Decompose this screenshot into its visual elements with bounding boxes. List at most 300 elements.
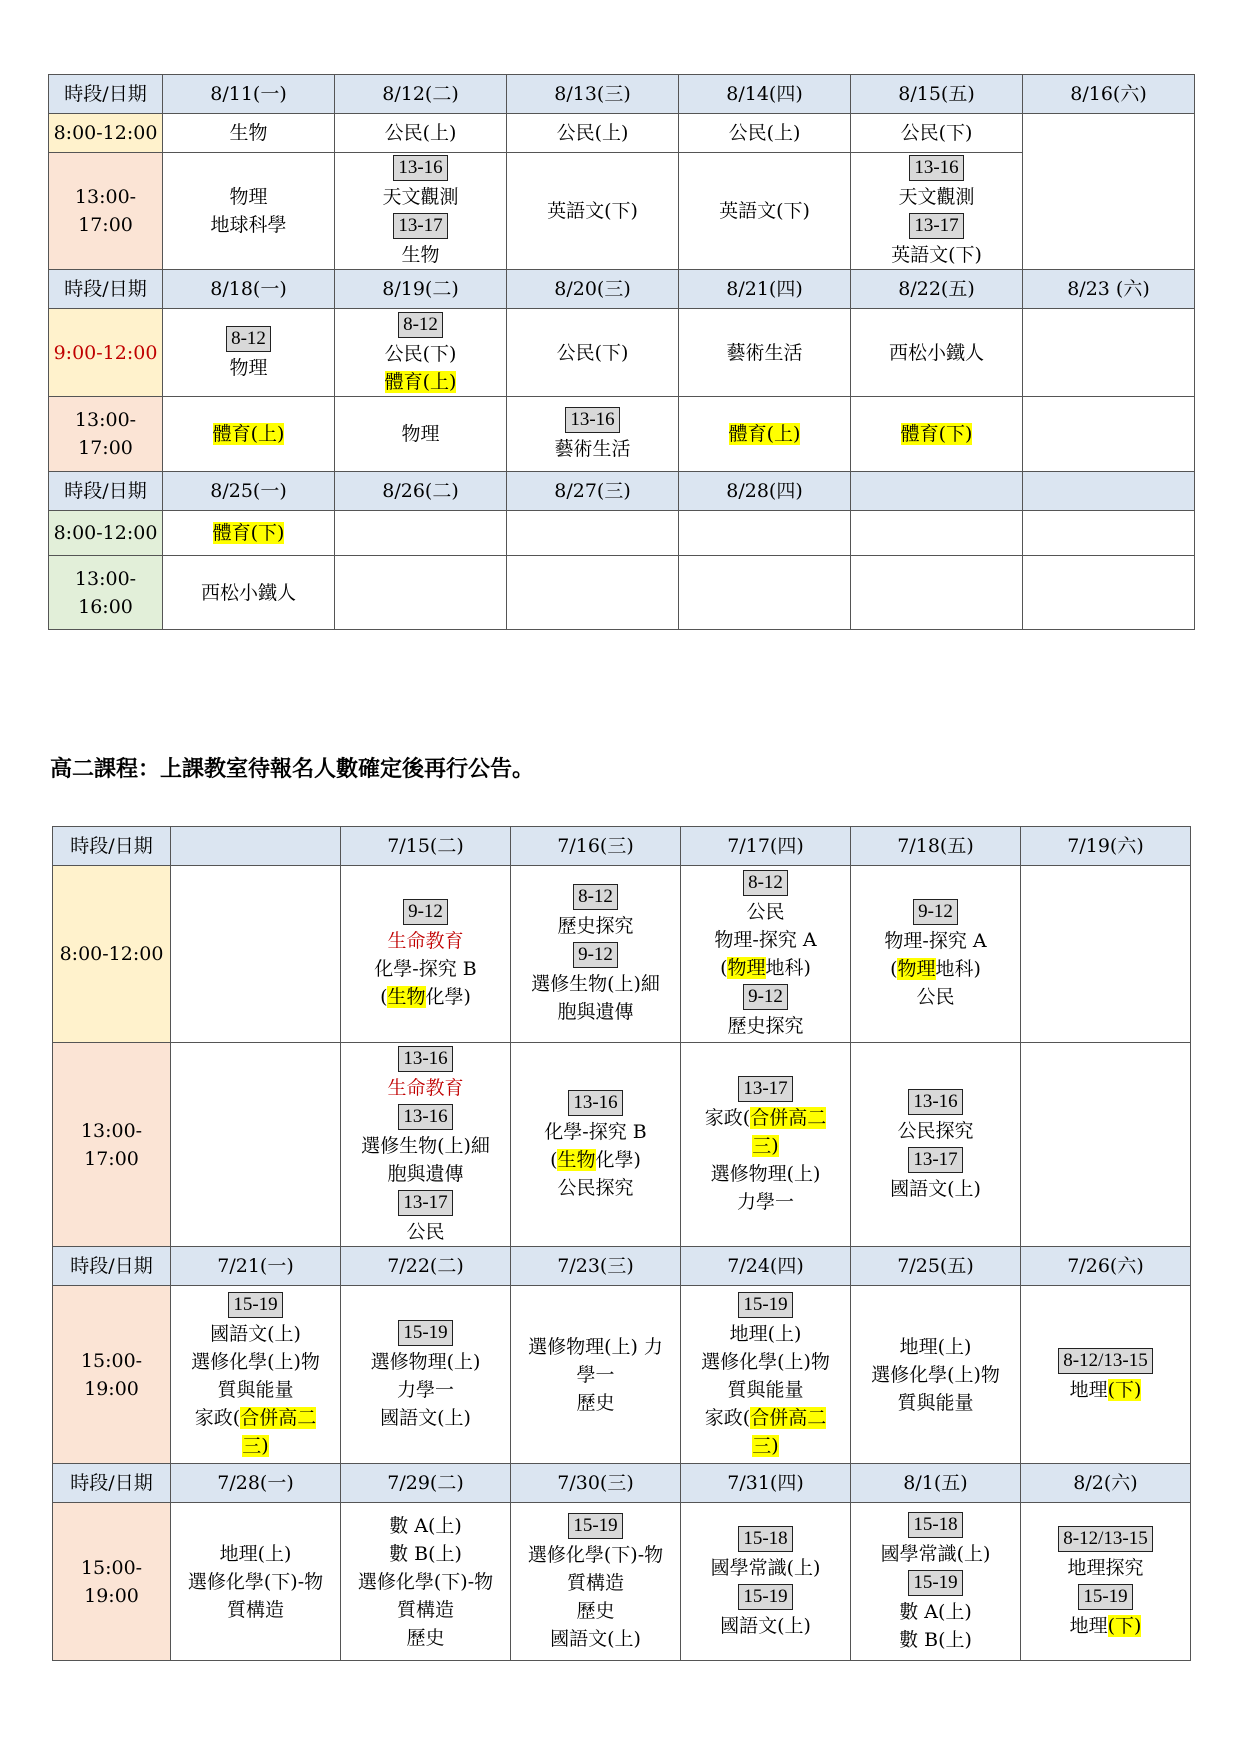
cell-text: 國語文(上): [380, 1406, 471, 1429]
cell-text: 質與能量: [727, 1378, 804, 1401]
cell-line: [513, 882, 678, 912]
date-header: [851, 75, 1023, 114]
cell-line: [683, 1320, 848, 1348]
cell-line: [173, 1376, 338, 1404]
cell-text: 8:00-12:00: [53, 522, 158, 544]
cell-text: 8/14(四): [726, 83, 803, 105]
cell-text: 學一: [576, 1363, 615, 1386]
date-header: [511, 827, 681, 866]
cell-text: 7/16(三): [557, 835, 634, 857]
time-tag: 15-19: [738, 1292, 792, 1318]
date-header: [341, 1247, 511, 1286]
cell-text: 地理探究: [1067, 1556, 1144, 1579]
schedule-cell: [1023, 556, 1195, 630]
cell-line: [683, 982, 848, 1012]
cell-line: [683, 954, 848, 982]
cell-text: 歷史探究: [557, 915, 634, 937]
cell-line: [513, 912, 678, 940]
time-tag: 15-19: [398, 1320, 452, 1346]
cell-text: 家政(: [194, 1406, 241, 1429]
cell-line: [513, 1088, 678, 1118]
cell-text: 8/28(四): [726, 480, 803, 502]
cell-line: [513, 940, 678, 970]
cell-line: [683, 1469, 848, 1497]
cell-line: [683, 1524, 848, 1554]
date-header: [511, 1464, 681, 1503]
date-header: [341, 1464, 511, 1503]
cell-text: 胞與遺傳: [557, 1001, 634, 1023]
schedule-cell: [335, 153, 507, 270]
cell-text: 化學): [425, 986, 471, 1008]
time-tag: 13-17: [909, 213, 963, 239]
cell-line: [337, 340, 504, 368]
schedule-cell: [1021, 866, 1191, 1043]
cell-line: [337, 477, 504, 505]
cell-line: [337, 368, 504, 396]
schedule-cell: [679, 556, 851, 630]
cell-line: [51, 211, 160, 239]
highlighted-text: 生物: [387, 986, 426, 1008]
cell-line: [683, 1554, 848, 1582]
cell-text: 公民(下): [556, 341, 629, 364]
cell-line: [343, 832, 508, 860]
schedule-cell: [335, 397, 507, 472]
cell-text: 7/29(二): [387, 1472, 464, 1494]
schedule-cell: [335, 556, 507, 630]
time-slot-row: [53, 866, 1191, 1043]
date-header: [335, 270, 507, 309]
cell-line: [853, 420, 1020, 448]
header-row: [53, 827, 1191, 866]
cell-text: 物理-探究 A: [884, 930, 987, 952]
cell-line: [343, 1318, 508, 1348]
cell-text: 7/19(六): [1067, 835, 1144, 857]
cell-line: [683, 1404, 848, 1432]
cell-text: 國語文(上): [210, 1322, 301, 1345]
date-header: [163, 270, 335, 309]
cell-line: [853, 1626, 1018, 1654]
cell-line: [509, 275, 676, 303]
cell-line: [173, 1348, 338, 1376]
time-slot-label: [49, 270, 163, 309]
cell-line: [683, 1582, 848, 1612]
cell-line: [51, 119, 160, 147]
cell-line: [343, 1568, 508, 1596]
schedule-cell: [171, 1286, 341, 1464]
cell-line: [853, 1252, 1018, 1280]
cell-text: 選修物理(上): [370, 1350, 481, 1373]
schedule-cell: [851, 309, 1023, 397]
time-slot-label: [49, 75, 163, 114]
cell-text: 選修化學(下)-物: [527, 1543, 664, 1566]
cell-line: [683, 1348, 848, 1376]
cell-line: [853, 1333, 1018, 1361]
cell-text: 國學常識(上): [710, 1556, 821, 1579]
cell-line: [55, 1117, 168, 1173]
cell-line: [513, 1389, 678, 1417]
cell-line: [853, 1361, 1018, 1389]
cell-line: [343, 927, 508, 955]
date-header: [507, 270, 679, 309]
cell-line: [343, 897, 508, 927]
cell-line: [343, 1218, 508, 1246]
cell-line: [513, 1625, 678, 1653]
cell-line: [51, 275, 160, 303]
cell-line: [173, 1432, 338, 1460]
cell-text: 7/23(三): [557, 1255, 634, 1277]
highlighted-text: (下): [1107, 1378, 1142, 1401]
highlighted-text: 三): [752, 1134, 779, 1157]
cell-text: 地科): [765, 957, 811, 979]
cell-line: [51, 339, 160, 367]
cell-line: [513, 1252, 678, 1280]
time-tag: 13-16: [398, 1046, 452, 1072]
cell-line: [513, 1469, 678, 1497]
cell-line: [513, 1597, 678, 1625]
cell-line: [513, 1118, 678, 1146]
time-slot-row: [53, 1503, 1191, 1661]
cell-text: 8/2(六): [1073, 1472, 1138, 1494]
cell-line: [681, 477, 848, 505]
cell-line: [683, 1188, 848, 1216]
cell-text: 國語文(上): [890, 1177, 981, 1200]
time-slot-label: [49, 397, 163, 472]
cell-text: 公民(上): [556, 122, 629, 144]
schedule-cell: [507, 153, 679, 270]
cell-text: 數 A(上): [899, 1600, 972, 1623]
cell-line: [853, 1510, 1018, 1540]
time-tag: 8-12/13-15: [1058, 1526, 1152, 1552]
cell-line: [165, 275, 332, 303]
cell-text: 公民(下): [900, 122, 973, 144]
cell-line: [513, 998, 678, 1026]
cell-line: [853, 1568, 1018, 1598]
cell-line: [343, 983, 508, 1011]
cell-line: [165, 211, 332, 239]
cell-line: [853, 241, 1020, 269]
cell-line: [343, 1469, 508, 1497]
schedule-cell: [679, 114, 851, 153]
cell-line: [681, 197, 848, 225]
cell-text: 7/17(四): [727, 835, 804, 857]
time-tag: 9-12: [913, 899, 958, 925]
time-tag: 13-16: [568, 1090, 622, 1116]
time-slot-row: [49, 511, 1195, 556]
time-slot-label: [49, 556, 163, 630]
time-slot-row: [49, 397, 1195, 472]
cell-line: [1025, 275, 1192, 303]
cell-line: [513, 832, 678, 860]
date-header: [171, 1464, 341, 1503]
cell-line: [509, 435, 676, 463]
cell-line: [337, 153, 504, 183]
cell-line: [683, 1012, 848, 1040]
highlighted-text: 合併高二: [750, 1106, 827, 1129]
cell-text: 8/12(二): [382, 83, 459, 105]
schedule-cell: [1021, 1043, 1191, 1247]
cell-text: 7/22(二): [387, 1255, 464, 1277]
cell-text: 國語文(上): [550, 1627, 641, 1650]
date-header: [1021, 1247, 1191, 1286]
time-slot-label: [49, 472, 163, 511]
schedule-cell: [1023, 397, 1195, 472]
time-slot-label: [53, 1503, 171, 1661]
cell-text: 公民(上): [728, 122, 801, 144]
schedule-cell: [511, 866, 681, 1043]
date-header: [335, 75, 507, 114]
cell-text: 8/20(三): [554, 278, 631, 300]
cell-line: [343, 1044, 508, 1074]
cell-text: 國學常識(上): [880, 1542, 991, 1565]
cell-line: [681, 339, 848, 367]
highlighted-text: 體育(下): [900, 423, 973, 445]
cell-text: 歷史探究: [727, 1015, 804, 1037]
time-slot-label: [49, 114, 163, 153]
cell-text: 8/26(二): [382, 480, 459, 502]
cell-line: [343, 1132, 508, 1160]
cell-line: [1023, 1252, 1188, 1280]
cell-text: 英語文(下): [547, 200, 638, 222]
cell-line: [337, 183, 504, 211]
cell-text: 英語文(下): [719, 200, 810, 222]
cell-line: [1025, 80, 1192, 108]
cell-text: 西松小鐵人: [200, 581, 296, 604]
date-header: [851, 1464, 1021, 1503]
cell-text: 生物: [229, 122, 268, 144]
cell-text: 地理(上): [219, 1542, 292, 1565]
cell-text: 時段/日期: [70, 1472, 153, 1494]
cell-text: 選修化學(下)-物: [187, 1570, 324, 1593]
schedule-cell: [171, 866, 341, 1043]
cell-line: [343, 1376, 508, 1404]
date-header: [851, 827, 1021, 866]
cell-text: 時段/日期: [64, 83, 147, 105]
schedule-cell: [507, 397, 679, 472]
cell-line: [513, 1333, 678, 1361]
schedule-cell: [1021, 1503, 1191, 1661]
cell-text: 7/26(六): [1067, 1255, 1144, 1277]
schedule-cell: [507, 511, 679, 556]
cell-line: [853, 153, 1020, 183]
cell-text: 地理(上): [899, 1335, 972, 1358]
cell-line: [513, 1361, 678, 1389]
date-header: [681, 1247, 851, 1286]
cell-text: 7/24(四): [727, 1255, 804, 1277]
cell-line: [683, 898, 848, 926]
cell-text: 力學一: [736, 1190, 794, 1213]
cell-line: [683, 1432, 848, 1460]
cell-text: 7/21(一): [217, 1255, 294, 1277]
cell-line: [681, 275, 848, 303]
cell-line: [173, 1290, 338, 1320]
cell-text: 公民探究: [897, 1119, 974, 1142]
time-slot-label: [53, 1464, 171, 1503]
date-header: [1021, 1464, 1191, 1503]
cell-line: [683, 868, 848, 898]
cell-text: 藝術生活: [554, 438, 631, 460]
cell-line: [51, 406, 160, 434]
cell-line: [343, 1252, 508, 1280]
cell-line: [165, 354, 332, 382]
cell-line: [55, 1347, 168, 1403]
cell-line: [337, 420, 504, 448]
schedule-cell: [163, 511, 335, 556]
cell-line: [343, 1160, 508, 1188]
date-header: [171, 827, 341, 866]
highlighted-text: (下): [1107, 1614, 1142, 1637]
cell-line: [1023, 1346, 1188, 1376]
cell-line: [337, 119, 504, 147]
cell-line: [337, 241, 504, 269]
cell-line: [55, 1554, 168, 1610]
cell-line: [1023, 1554, 1188, 1582]
schedule-cell: [163, 309, 335, 397]
cell-line: [165, 519, 332, 547]
schedule-cell: [851, 1286, 1021, 1464]
cell-text: 質構造: [226, 1598, 284, 1621]
cell-text: 物理: [229, 186, 268, 208]
schedule-cell: [1021, 1286, 1191, 1464]
schedule-cell: [335, 309, 507, 397]
cell-text: 藝術生活: [726, 341, 803, 364]
cell-text: 8:00-12:00: [59, 943, 164, 965]
cell-line: [337, 275, 504, 303]
cell-text: 8/22(五): [898, 278, 975, 300]
time-tag: 13-16: [565, 407, 619, 433]
cell-text: (: [550, 1148, 558, 1171]
cell-line: [683, 1160, 848, 1188]
date-header: [171, 1247, 341, 1286]
time-tag: 15-18: [908, 1512, 962, 1538]
schedule-cell: [681, 1286, 851, 1464]
cell-text: 地球科學: [210, 214, 287, 236]
date-header: [1023, 270, 1195, 309]
time-tag: 13-17: [393, 213, 447, 239]
cell-line: [853, 955, 1018, 983]
date-header: [335, 472, 507, 511]
cell-line: [513, 1541, 678, 1569]
header-row: [49, 270, 1195, 309]
schedule-cell: [681, 1503, 851, 1661]
cell-text: 15:00-19:00: [80, 1556, 143, 1607]
cell-line: [681, 420, 848, 448]
cell-line: [509, 197, 676, 225]
highlighted-text: 體育(下): [212, 522, 285, 544]
cell-text: 物理-探究 A: [714, 929, 817, 951]
cell-text: 質構造: [566, 1571, 624, 1594]
cell-line: [683, 1252, 848, 1280]
highlighted-text: 合併高二: [240, 1406, 317, 1429]
cell-text: 公民: [406, 1220, 445, 1243]
date-header: [851, 472, 1023, 511]
cell-text: 8/18(一): [210, 278, 287, 300]
time-tag: 15-19: [228, 1292, 282, 1318]
schedule-cell: [507, 114, 679, 153]
cell-line: [1023, 832, 1188, 860]
date-header: [681, 827, 851, 866]
time-tag: 15-18: [738, 1526, 792, 1552]
cell-line: [853, 1145, 1018, 1175]
cell-text: 地科): [935, 958, 981, 980]
cell-line: [853, 119, 1020, 147]
date-header: [163, 472, 335, 511]
date-header: [507, 472, 679, 511]
schedule-cell: [851, 153, 1023, 270]
cell-line: [853, 275, 1020, 303]
time-slot-row: [49, 556, 1195, 630]
cell-line: [513, 1174, 678, 1202]
schedule-cell: [851, 511, 1023, 556]
cell-text: 13:00-: [74, 186, 137, 208]
cell-line: [51, 565, 160, 593]
schedule-cell: [681, 1043, 851, 1247]
cell-line: [513, 1569, 678, 1597]
schedule-cell: [171, 1043, 341, 1247]
date-header: [341, 827, 511, 866]
cell-text: 選修化學(上)物: [701, 1350, 830, 1373]
cell-text: 16:00: [78, 595, 133, 618]
highlighted-text: 三): [242, 1434, 269, 1457]
cell-text: 力學一: [396, 1378, 454, 1401]
time-tag: 13-17: [398, 1190, 452, 1216]
cell-line: [51, 80, 160, 108]
cell-text: 選修生物(上)細: [361, 1134, 490, 1157]
date-header: [1023, 472, 1195, 511]
schedule-cell: [341, 866, 511, 1043]
cell-line: [853, 1540, 1018, 1568]
header-row: [49, 75, 1195, 114]
cell-line: [853, 1389, 1018, 1417]
cell-line: [343, 1540, 508, 1568]
cell-text: 7/31(四): [727, 1472, 804, 1494]
time-slot-row: [53, 1043, 1191, 1247]
cell-line: [165, 183, 332, 211]
cell-line: [165, 477, 332, 505]
schedule-cell: [335, 511, 507, 556]
schedule-cell: [341, 1286, 511, 1464]
cell-text: 歷史: [576, 1391, 615, 1414]
cell-line: [343, 1348, 508, 1376]
schedule-cell: [163, 114, 335, 153]
cell-line: [853, 897, 1018, 927]
time-slot-label: [53, 1247, 171, 1286]
cell-line: [853, 1087, 1018, 1117]
cell-text: 8/27(三): [554, 480, 631, 502]
cell-text: 13:00-17:00: [80, 1119, 143, 1170]
cell-text: 地理: [1069, 1378, 1108, 1401]
cell-text: 胞與遺傳: [387, 1162, 464, 1185]
cell-line: [853, 211, 1020, 241]
time-slot-row: [49, 114, 1195, 153]
cell-line: [55, 832, 168, 860]
cell-line: [173, 1404, 338, 1432]
cell-line: [683, 926, 848, 954]
cell-text: 地理(上): [729, 1322, 802, 1345]
schedule-cell: [335, 114, 507, 153]
cell-text: 化學-探究 B: [374, 958, 477, 980]
cell-line: [173, 1252, 338, 1280]
date-header: [851, 1247, 1021, 1286]
cell-text: (: [380, 986, 388, 1008]
cell-line: [343, 955, 508, 983]
cell-line: [509, 80, 676, 108]
date-header: [679, 472, 851, 511]
cell-line: [55, 940, 168, 968]
cell-text: 質與能量: [897, 1391, 974, 1414]
cell-line: [55, 1252, 168, 1280]
cell-text: 天文觀測: [382, 186, 459, 208]
time-tag: 15-19: [908, 1570, 962, 1596]
